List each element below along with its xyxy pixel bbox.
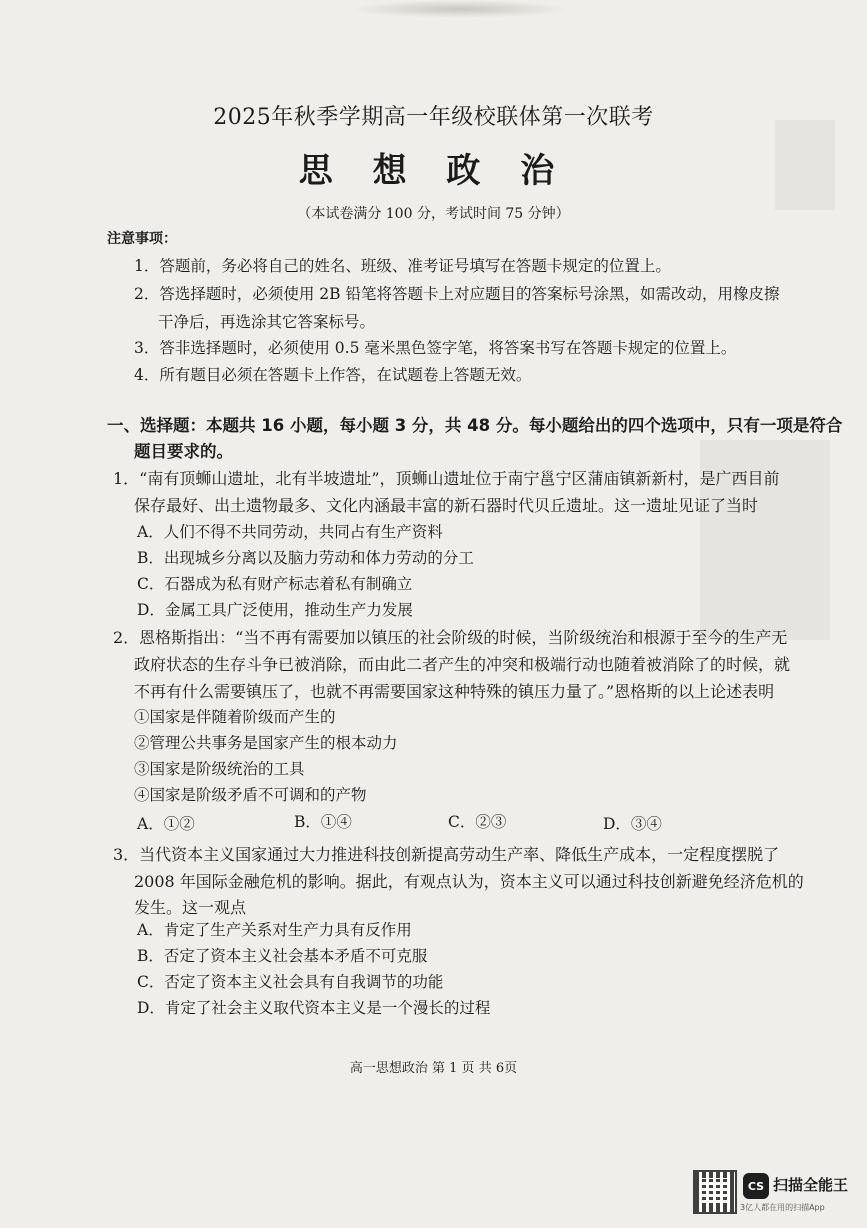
note-item: 2．答选择题时，必须使用 2B 铅笔将答题卡上对应题目的答案标号涂黑，如需改动，用橡皮擦 — [134, 285, 780, 303]
question-stem: 不再有什么需要镇压了，也就不再需要国家这种特殊的镇压力量了。”恩格斯的以上论述表明 — [134, 682, 775, 701]
answer-option: C．石器成为私有财产标志着私有制确立 — [137, 575, 413, 593]
question-stem: 3．当代资本主义国家通过大力推进科技创新提高劳动生产率、降低生产成本，一定程度摆脱了 — [113, 845, 780, 864]
scanner-tagline: 3亿人都在用的扫描App — [740, 1203, 825, 1212]
statement-item: ④国家是阶级矛盾不可调和的产物 — [134, 786, 367, 804]
notes-heading: 注意事项： — [107, 231, 177, 247]
question-stem: 1．“南有顶蛳山遗址，北有半坡遗址”，顶蛳山遗址位于南宁邕宁区蒲庙镇新新村，是广西目前 — [113, 469, 780, 488]
exam-title: 2025年秋季学期高一年级校联体第一次联考 — [213, 105, 654, 130]
question-stem: 发生。这一观点 — [134, 898, 247, 917]
statement-item: ①国家是伴随着阶级而产生的 — [134, 708, 336, 726]
answer-option: C．否定了资本主义社会具有自我调节的功能 — [137, 973, 444, 991]
section-heading: 一、选择题：本题共 16 小题，每小题 3 分，共 48 分。每小题给出的四个选项中，只有一项是符合 — [107, 416, 843, 435]
statement-item: ②管理公共事务是国家产生的根本动力 — [134, 734, 398, 752]
note-item: 3．答非选择题时，必须使用 0.5 毫米黑色签字笔，将答案书写在答题卡规定的位置上。 — [134, 339, 737, 357]
answer-option: A．肯定了生产关系对生产力具有反作用 — [137, 921, 412, 939]
note-item: 1．答题前，务必将自己的姓名、班级、准考证号填写在答题卡规定的位置上。 — [134, 257, 671, 275]
scan-smudge — [350, 0, 570, 18]
qr-code-icon — [693, 1170, 737, 1214]
answer-option: C．②③ — [448, 813, 507, 831]
section-heading: 题目要求的。 — [134, 442, 233, 461]
answer-option: A．①② — [137, 815, 195, 833]
question-stem: 保存最好、出土遗物最多、文化内涵最丰富的新石器时代贝丘遗址。这一遗址见证了当时 — [134, 496, 759, 515]
note-item: 4．所有题目必须在答题卡上作答，在试题卷上答题无效。 — [134, 366, 532, 384]
question-stem: 2008 年国际金融危机的影响。据此，有观点认为，资本主义可以通过科技创新避免经济危机的 — [134, 872, 804, 891]
scanner-brand-name: 扫描全能王 — [773, 1176, 849, 1194]
answer-option: B．出现城乡分离以及脑力劳动和体力劳动的分工 — [137, 549, 474, 567]
answer-option: D．肯定了社会主义取代资本主义是一个漫长的过程 — [137, 999, 491, 1017]
answer-option: A．人们不得不共同劳动，共同占有生产资料 — [137, 523, 443, 541]
question-stem: 2．恩格斯指出：“当不再有需要加以镇压的社会阶级的时候，当阶级统治和根源于至今的生产无 — [113, 628, 788, 647]
scanner-logo-icon: CS — [743, 1173, 769, 1199]
answer-option: D．金属工具广泛使用，推动生产力发展 — [137, 601, 413, 619]
answer-option: D．③④ — [603, 815, 662, 833]
exam-meta: （本试卷满分 100 分，考试时间 75 分钟） — [297, 206, 570, 222]
answer-option: B．①④ — [294, 813, 352, 831]
note-item: 干净后，再选涂其它答案标号。 — [158, 313, 376, 331]
page-footer: 高一思想政治 第 1 页 共 6页 — [349, 1061, 518, 1076]
exam-subject: 思 想 政 治 — [298, 151, 569, 191]
answer-option: B．否定了资本主义社会基本矛盾不可克服 — [137, 947, 428, 965]
question-stem: 政府状态的生存斗争已被消除，而由此二者产生的冲突和极端行动也随着被消除了的时候，就 — [134, 655, 791, 674]
statement-item: ③国家是阶级统治的工具 — [134, 760, 305, 778]
